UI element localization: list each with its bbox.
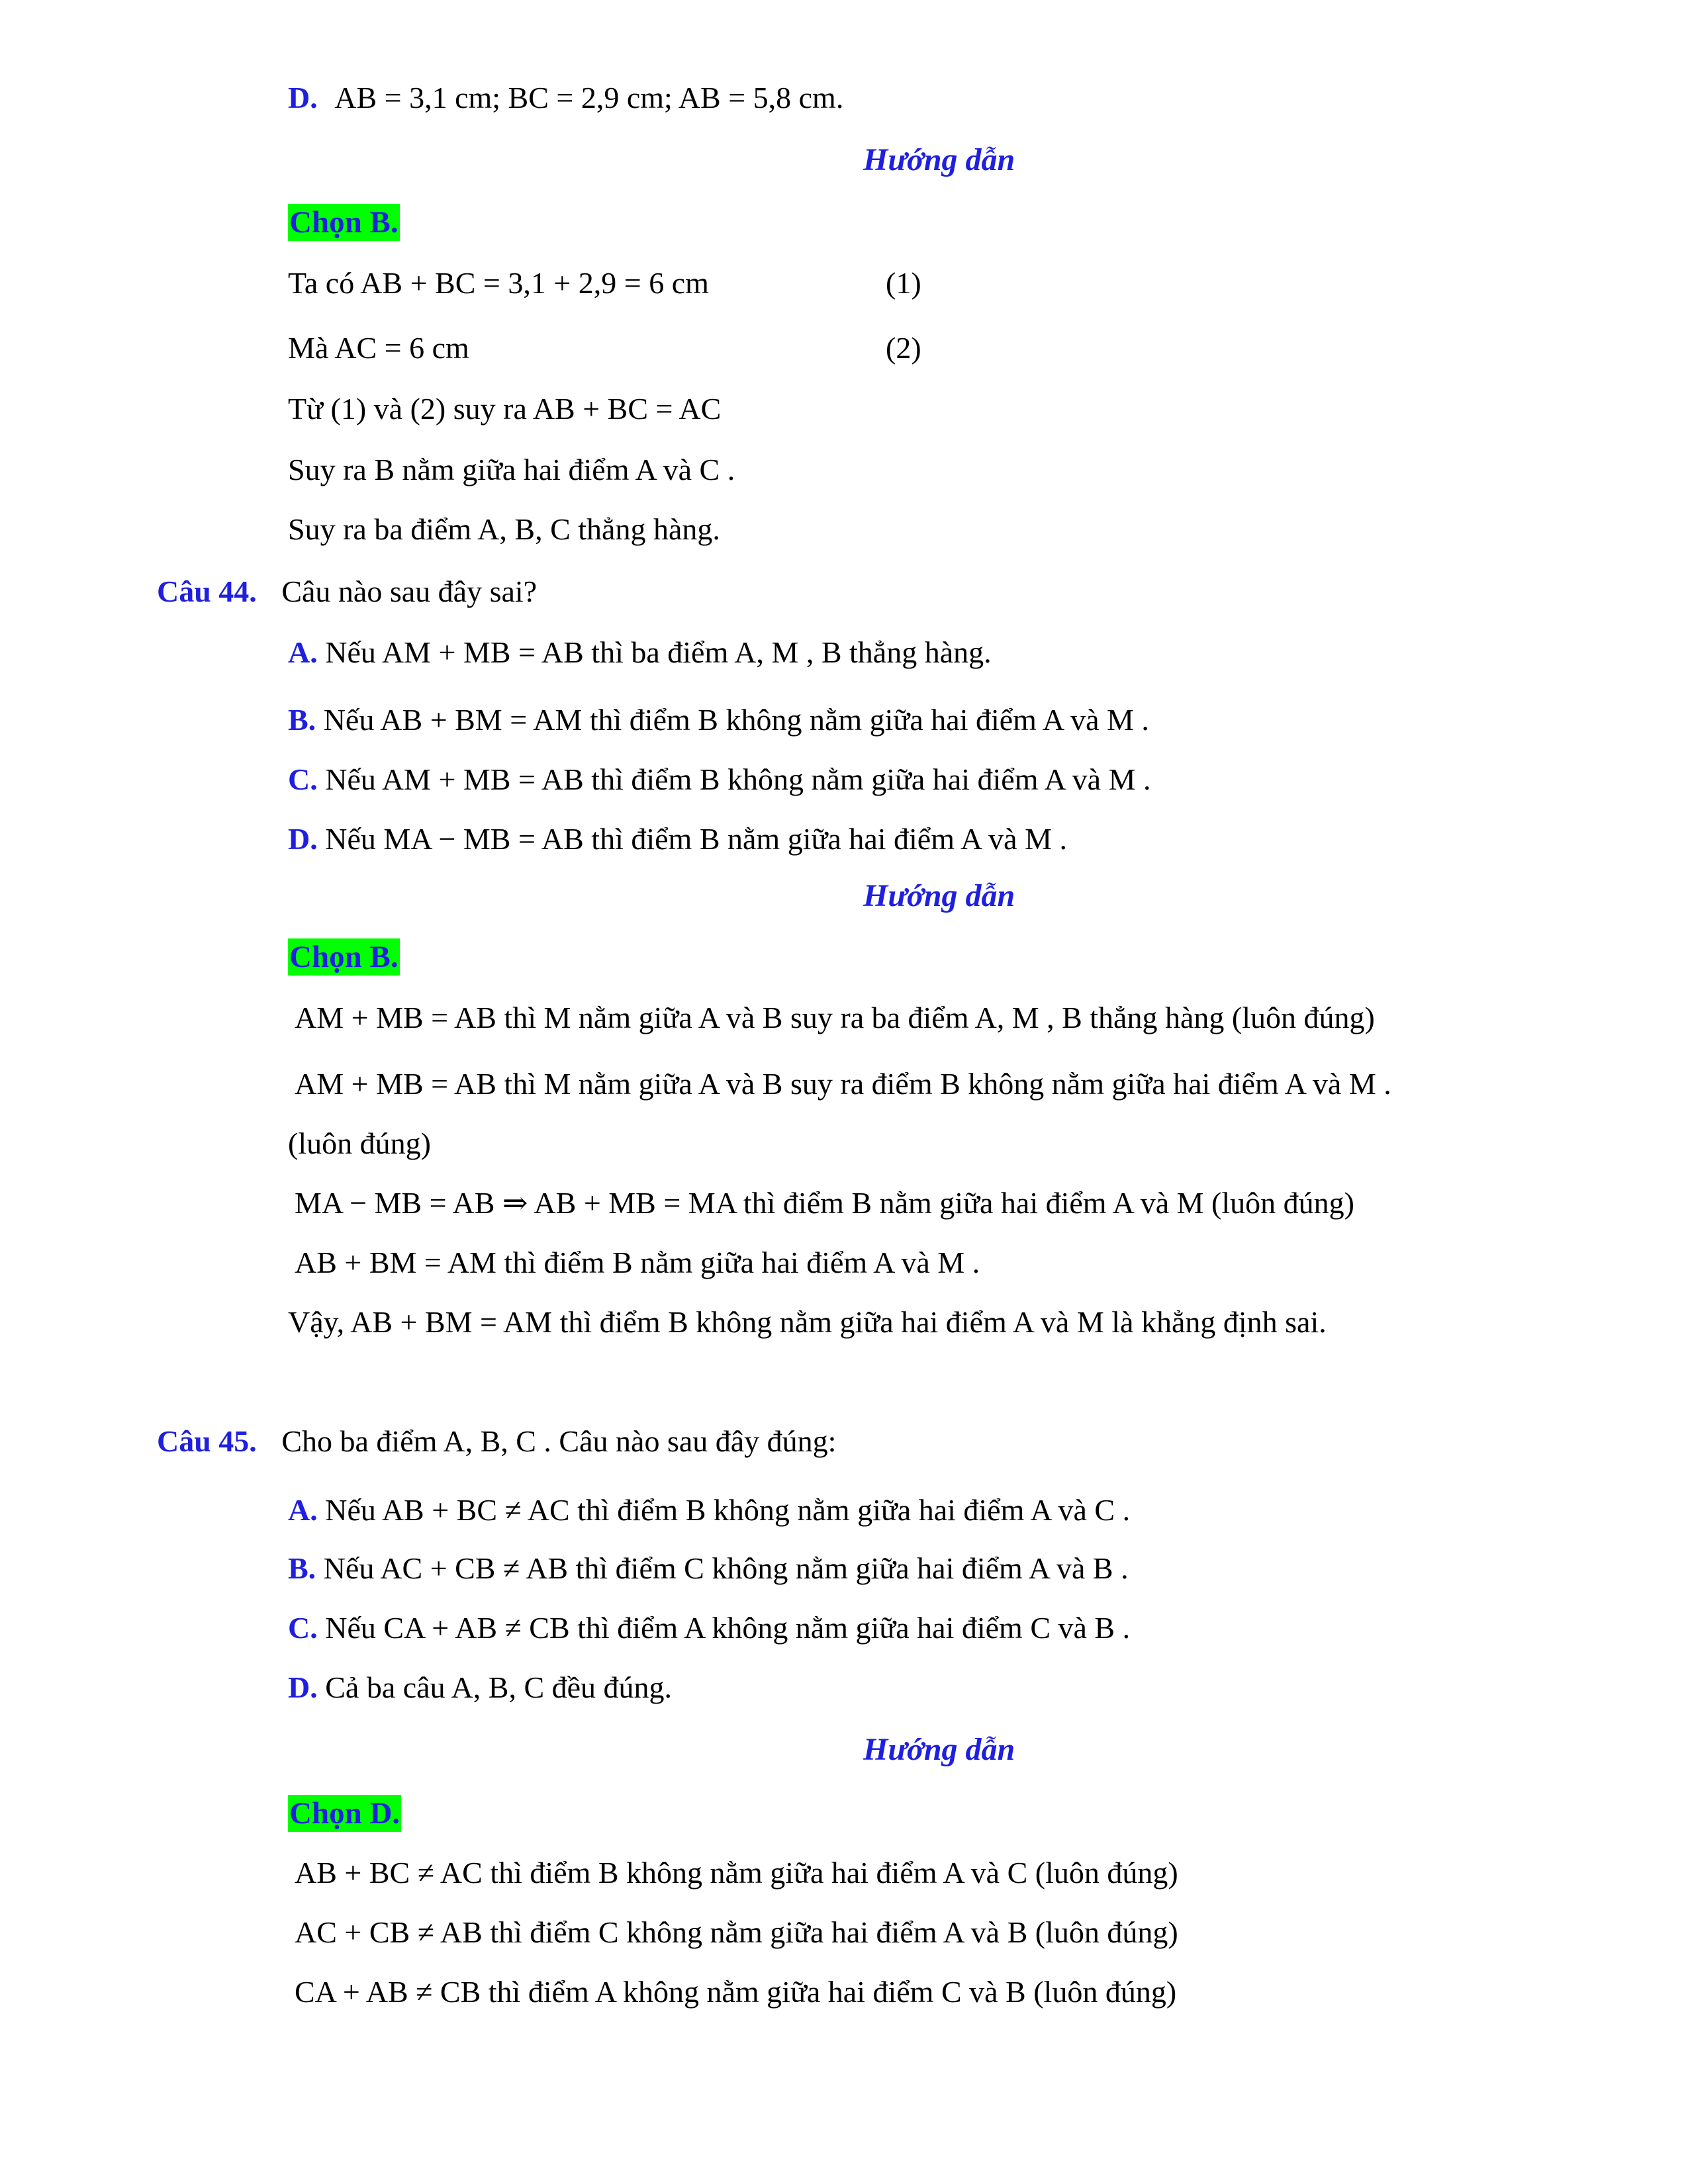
option-label: A. — [288, 1493, 318, 1527]
q45-line-2: AC + CB ≠ AB thì điểm C không nằm giữa hai điểm A và B (luôn đúng) — [295, 1915, 1178, 1949]
q43-line-4: Suy ra B nằm giữa hai điểm A và C . — [288, 453, 735, 486]
q44-option-b — [288, 700, 1149, 740]
q44-option-c — [288, 760, 1150, 799]
q43-line-1: Ta có AB + BC = 3,1 + 2,9 = 6 cm — [288, 266, 709, 300]
question-text: Câu nào sau đây sai? — [281, 574, 538, 608]
option-text: Nếu MA − MB = AB thì điểm B nằm giữa hai điểm A và M . — [325, 822, 1067, 856]
q44-line-1: AM + MB = AB thì M nằm giữa A và B suy ra ba điểm A, M , B thẳng hàng (luôn đúng) — [295, 1001, 1375, 1034]
q45-line-1: AB + BC ≠ AC thì điểm B không nằm giữa hai điểm A và C (luôn đúng) — [295, 1856, 1178, 1889]
q43-line-5: Suy ra ba điểm A, B, C thẳng hàng. — [288, 512, 720, 546]
option-text: Nếu AM + MB = AB thì ba điểm A, M , B thẳng hàng. — [325, 635, 992, 669]
q45-line-3: CA + AB ≠ CB thì điểm A không nằm giữa hai điểm C và B (luôn đúng) — [295, 1975, 1177, 2009]
q44-option-a — [288, 633, 992, 672]
q45-guide-heading: Hướng dẫn — [863, 1732, 1015, 1767]
q44-line-2: AM + MB = AB thì M nằm giữa A và B suy ra điểm B không nằm giữa hai điểm A và M . — [295, 1067, 1391, 1101]
option-text: AB = 3,1 cm; BC = 2,9 cm; AB = 5,8 cm. — [334, 81, 844, 114]
q45-header — [157, 1422, 836, 1461]
q45-option-a — [288, 1490, 1130, 1530]
option-label: D. — [288, 1670, 318, 1704]
option-text: Cả ba câu A, B, C đều đúng. — [325, 1670, 673, 1704]
q44-guide-heading: Hướng dẫn — [863, 878, 1015, 913]
q44-line-5: AB + BM = AM thì điểm B nằm giữa hai điểm A và M . — [295, 1246, 980, 1279]
q44-header — [157, 572, 537, 612]
option-label: D. — [288, 822, 318, 856]
q45-option-b — [288, 1549, 1129, 1588]
option-text: Nếu AC + CB ≠ AB thì điểm C không nằm giữa hai điểm A và B . — [323, 1551, 1129, 1585]
option-text: Nếu CA + AB ≠ CB thì điểm A không nằm giữa hai điểm C và B . — [325, 1611, 1131, 1645]
option-label: C. — [288, 1611, 318, 1645]
q43-option-d — [288, 78, 843, 118]
q45-answer: Chọn D. — [289, 1796, 400, 1831]
question-label: Câu 45. — [157, 1424, 257, 1458]
q45-option-c — [288, 1608, 1130, 1648]
option-label: A. — [288, 635, 318, 669]
q44-line-4: MA − MB = AB ⇒ AB + MB = MA thì điểm B nằm giữa hai điểm A và M (luôn đúng) — [295, 1186, 1354, 1220]
q43-mark-2: (2) — [886, 331, 921, 365]
option-label: C. — [288, 762, 318, 796]
option-text: Nếu AM + MB = AB thì điểm B không nằm giữa hai điểm A và M . — [325, 762, 1151, 796]
q45-option-d — [288, 1668, 672, 1707]
q43-line-2: Mà AC = 6 cm — [288, 331, 469, 365]
q43-mark-1: (1) — [886, 266, 921, 300]
q43-answer: Chọn B. — [289, 205, 399, 240]
question-text: Cho ba điểm A, B, C . Câu nào sau đây đúng: — [281, 1424, 837, 1458]
q44-line-6: Vậy, AB + BM = AM thì điểm B không nằm giữa hai điểm A và M là khẳng định sai. — [288, 1305, 1327, 1339]
option-label: B. — [288, 703, 316, 737]
q44-option-d — [288, 819, 1067, 859]
option-label: D. — [288, 81, 318, 114]
q44-line-3: (luôn đúng) — [288, 1126, 431, 1160]
option-text: Nếu AB + BM = AM thì điểm B không nằm giữa hai điểm A và M . — [323, 703, 1149, 737]
question-label: Câu 44. — [157, 574, 257, 608]
q43-guide-heading: Hướng dẫn — [863, 142, 1015, 177]
option-text: Nếu AB + BC ≠ AC thì điểm B không nằm giữa hai điểm A và C . — [325, 1493, 1131, 1527]
option-label: B. — [288, 1551, 316, 1585]
q44-answer: Chọn B. — [289, 940, 399, 974]
q43-line-3: Từ (1) và (2) suy ra AB + BC = AC — [288, 392, 722, 426]
